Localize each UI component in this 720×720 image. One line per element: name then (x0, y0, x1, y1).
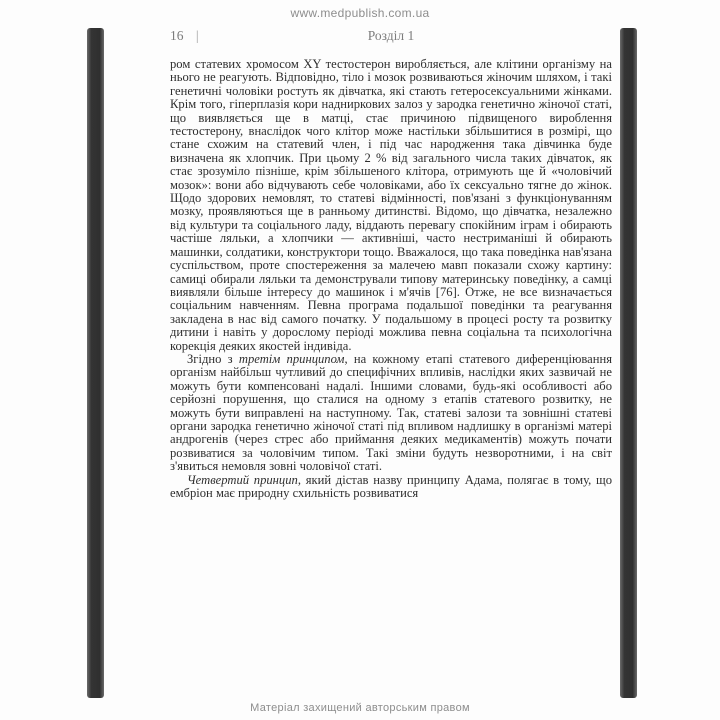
emphasized-text: третім принципом (238, 351, 345, 366)
text-block (170, 58, 612, 500)
body-text: ром статевих хромосом XY тестостерон виробляється, але клітини організму на нього не реагують. Відповідно, тіло і мозок розвиваються жіночим шляхом, і такі генетичні чоловіки ростуть як дівчатка, які стають гетеросексуальними жінками. Крім того, гіперплазія кори надниркових залоз у зародка генетично жіночої статі, що виявляється ще в матці, стає причиною підвищеного вироблення тестостерону, внаслідок чого клітор може настільки збільшитися в розмірі, що стане схожим на статевий член, і під час народження така дівчинка буде визначена як хлопчик. При цьому 2 % від загального числа таких дівчаток, як стає зрозуміло пізніше, крім збільшеного клітора, отримують ще й «чоловічий мозок»: вони або відчувають себе чоловіками, або їх сексуально тягне до жінок. Щодо здорових немовлят, то статеві відмінності, пов'язані з функціонуванням мозку, проявляються ще в ранньому дитинстві. Відомо, що дівчатка, незалежно від культури та соціального ладу, віддають перевагу спокійним іграм і обирають частіше ляльки, а хлопчики — активніші, часто нестриманіші й обирають машинки, солдатики, конструктори тощо. Вважалося, що така поведінка нав'язана суспільством, проте спостереження за малечею мавп показали схожу картину: самиці обирали ляльки та демонстрували типову материнську поведінку, а самці виявляли більше інтересу до машинок і м'ячів [76]. Отже, не все визначається соціальним навченням. Певна програма подальшої поведінки та реагування закладена в нас від самого початку. У подальшому в процесі росту та розвитку дитини і навіть у дорослому періоді можлива певна соціальна та психологічна корекція деяких якостей індивіда. (170, 57, 612, 353)
scan-shadow-right (620, 28, 637, 698)
page-content (170, 28, 612, 500)
page-number-value: 16 (170, 28, 184, 43)
body-text: , на кожному етапі статевого диференціювання організм найбільш чутливий до специфічних впливів, наслідки яких зазвичай не можуть бути компенсовані надалі. Іншими словами, будь-які особливості або серйозні порушення, що сталися на одному з етапів статевого розвитку, не можуть бути виправлені на наступному. Так, статеві залози та зовнішні статеві органи зародка генетично жіночої статі під впливом надлишку в організмі матері андрогенів (через стрес або приймання деяких медикаментів) можуть почати розвиватися за чоловічим типом. Такі зміни будуть незворотними, і на світ з'явиться немовля зовні чоловічої статі. (170, 351, 612, 474)
paragraph (170, 58, 612, 353)
scan-shadow-left (87, 28, 104, 698)
paragraph (170, 474, 612, 501)
chapter-title: Розділ 1 (367, 28, 415, 43)
page-number-divider: | (195, 28, 199, 43)
paragraph (170, 353, 612, 474)
emphasized-text: Четвертий принцип (187, 472, 298, 487)
body-text: Згідно з (187, 351, 239, 366)
body-text: , який дістав назву принципу Адама, полягає в тому, що ембріон має природну схильність розвиватися (170, 472, 612, 500)
publisher-watermark-top: www.medpublish.com.ua (290, 6, 430, 20)
page-header (170, 28, 612, 50)
copyright-watermark-bottom: Матеріал захищений авторським правом (250, 702, 470, 714)
